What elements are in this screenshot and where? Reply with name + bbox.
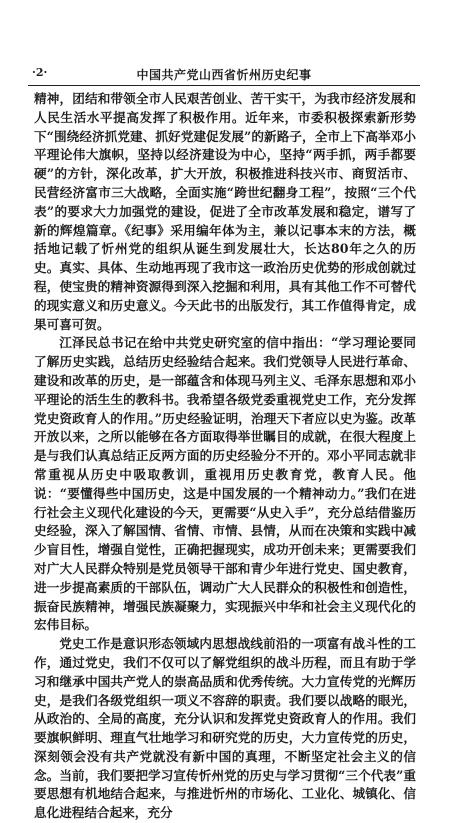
page-number: ·2· <box>32 66 48 79</box>
body-text <box>34 90 416 821</box>
paragraph-1: 精神，团结和带领全市人民艰苦创业、苦干实干，为我市经济发展和人民生活水平提高发挥了积极作用。近年来，市委积极探索新形势下“围绕经济抓党建、抓好党建促发展”的新路子，全市上下高举邓小平理论伟大旗帜，坚持以经济建设为中心，坚持“两手抓，两手都要硬”的方针，深化改革，扩大开放，积极推进科技兴市、商贸活市、民营经济富市三大战略，全面实施“跨世纪翻身工程”，按照“三个代表”的要求大力加强党的建设，促进了全市改革发展和稳定，谱写了新的辉煌篇章。《纪事》采用编年体为主，兼以记事本末的方法，概括地记载了忻州党的组织从诞生到发展壮大，长达80年之久的历史。真实、具体、生动地再现了我市这一政治历史优势的形成创就过程，使宝贵的精神资源得到深入挖掘和利用，具有其他工作不可替代的现实意义和历史意义。今天此书的出版发行，其工作值得肯定，成果可喜可贺。 <box>34 91 416 332</box>
running-title: 中国共产党山西省忻州历史纪事 <box>136 68 312 82</box>
paragraph-3: 党史工作是意识形态领域内思想战线前沿的一项富有战斗性的工作，通过党史，我们不仅可以了解党组织的战斗历程，而且有助于学习和继承中国共产党人的崇高品质和优秀传统。大力宣传党的光辉历史，是我们各级党组织一项义不容辞的职责。我们要以战略的眼光，从政治的、全局的高度，充分认识和发挥党史资政育人的作用。我们要旗帜鲜明、理直气壮地学习和研究党的历史，大力宣传党的历史，深刻领会没有共产党就没有新中国的真理，不断坚定社会主义的信念。当前，我们要把学习宣传忻州党的历史与学习贯彻“三个代表”重要思想有机地结合起来，与推进忻州的市场化、工业化、城镇化、信息化进程结合起来，充分 <box>34 636 416 821</box>
paragraph-2: 江泽民总书记在给中共党史研究室的信中指出：“学习理论要同了解历史实践，总结历史经验结合起来。我们党领导人民进行革命、建设和改革的历史，是一部蕴含和体现马列主义、毛泽东思想和邓小平理论的活生生的教科书。我希望各级党委重视党史工作，充分发挥党史资政育人的作用。”历史经验证明，治理天下者应以史为鉴。改革开放以来，之所以能够在各方面取得举世瞩目的成就，在很大程度上是与我们认真总结正反两方面的历史经验分不开的。邓小平同志就非常重视从历史中吸取教训，重视用历史教育党，教育人民。他说：“要懂得些中国历史，这是中国发展的一个精神动力。”我们在进行社会主义现代化建设的今天，更需要“从史入手”，充分总结借鉴历史经验，深入了解国情、省情、市情、县情，从而在决策和实践中减少盲目性，增强自觉性，正确把握现实，成功开创未来；更需要我们对广大人民群众特别是党员领导干部和青少年进行党史、国史教育，进一步提高素质的干部队伍，调动广大人民群众的积极性和创造性，振奋民族精神，增强民族凝聚力，实现振兴中华和社会主义现代化的宏伟目标。 <box>34 335 416 633</box>
header-rule <box>28 85 420 86</box>
page-header <box>28 66 420 82</box>
